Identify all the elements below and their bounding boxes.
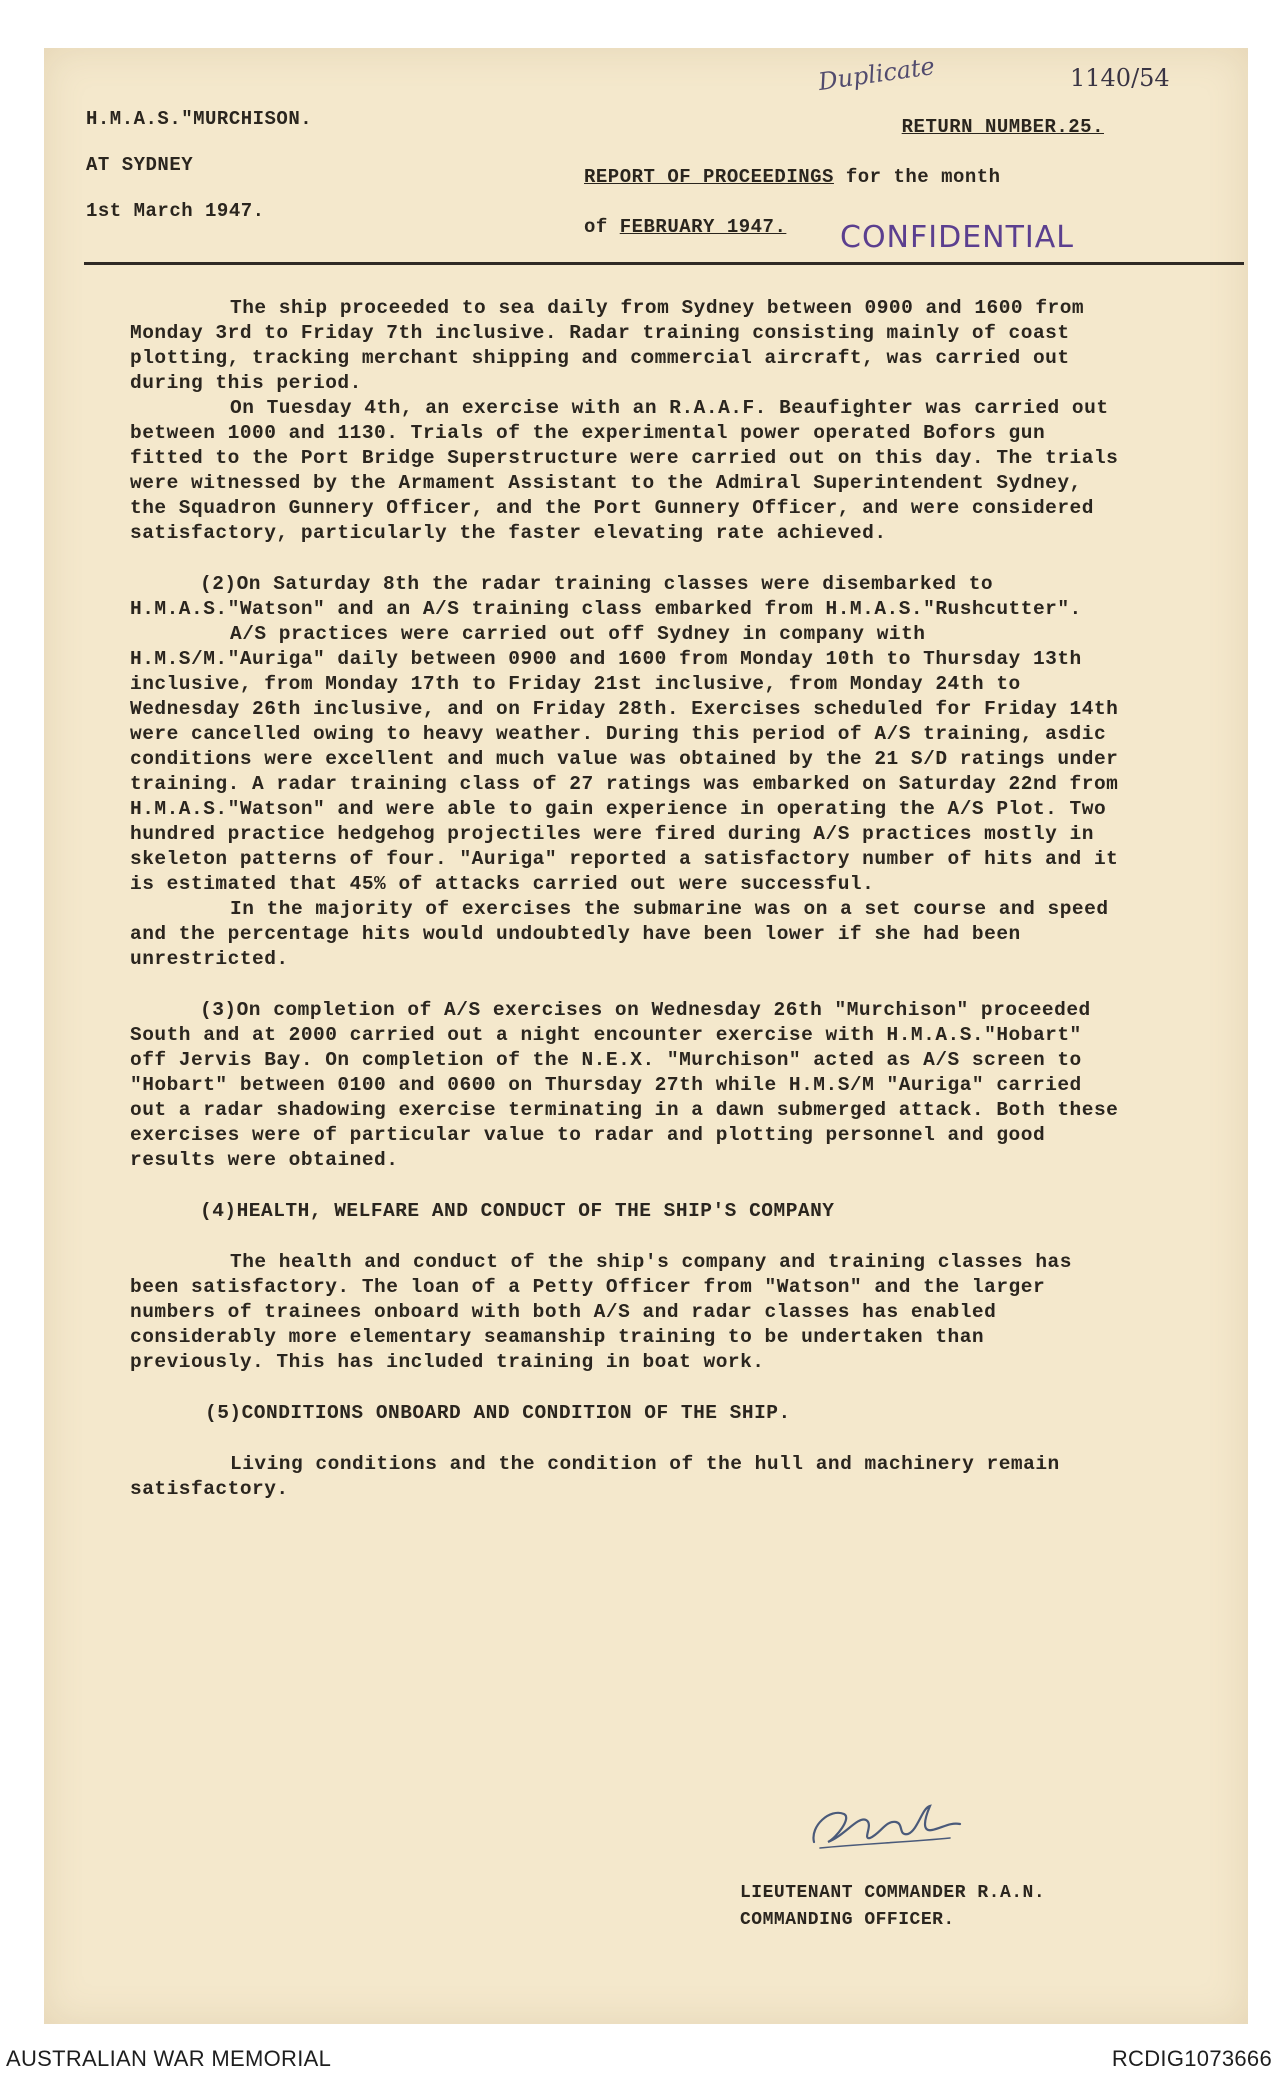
paragraph-5: In the majority of exercises the submarine was on a set course and speed and the percentage hits would undoubtedly have been lower if she had been unrestricted. <box>130 898 1109 970</box>
footer-archive: AUSTRALIAN WAR MEMORIAL <box>6 2046 332 2071</box>
handwritten-note: Duplicate <box>816 51 937 97</box>
report-title: REPORT OF PROCEEDINGS <box>584 166 834 188</box>
report-month: FEBRUARY 1947. <box>619 216 787 238</box>
report-of: of <box>584 216 620 238</box>
header-left <box>86 96 312 234</box>
paragraph-6: (3)On completion of A/S exercises on Wednesday 26th "Murchison" proceeded South and at 2000 carried out a night encounter exercise with H.M.A.S."Hobart" off Jervis Bay. On completion of the N.E.X. "Murchison" acted as A/S screen to "Hobart" between 0100 and 0600 on Thursday 27th while H.M.S/M "Auriga" carried out a radar shadowing exercise terminating in a dawn submerged attack. Both these exercises were of particular value to radar and plotting personnel and good results were obtained. <box>130 999 1119 1171</box>
return-number: RETURN NUMBER.25. <box>901 116 1104 138</box>
report-title-rest: for the month <box>833 166 1001 188</box>
paragraph-3: (2)On Saturday 8th the radar training classes were disembarked to H.M.A.S."Watson" and an A/S training class embarked from H.M.A.S."Rushcutter". <box>130 573 1082 620</box>
report-body <box>130 296 1120 1502</box>
paragraph-8: Living conditions and the condition of the hull and machinery remain satisfactory. <box>130 1453 1060 1500</box>
header-divider <box>84 262 1244 265</box>
ship-name: H.M.A.S."MURCHISON. <box>86 108 313 130</box>
signature-block <box>740 1880 1045 1934</box>
section-heading-5: (5)CONDITIONS ONBOARD AND CONDITION OF THE SHIP. <box>205 1402 791 1424</box>
paragraph-1: The ship proceeded to sea daily from Sydney between 0900 and 1600 from Monday 3rd to Friday 7th inclusive. Radar training consisting mainly of coast plotting, tracking merchant shipping and commercial aircraft, was carried out during this period. <box>130 297 1085 394</box>
paragraph-2: On Tuesday 4th, an exercise with an R.A.A.F. Beaufighter was carried out between 1000 and 1130. Trials of the experimental power operated Bofors gun fitted to the Port Bridge Superstructure were carried out on this day. The trials were witnessed by the Armament Assistant to the Admiral Superintendent Sydney, the Squadron Gunnery Officer, and the Port Gunnery Officer, and were considered satisfactory, particularly the faster elevating rate achieved. <box>130 397 1119 544</box>
paragraph-4: A/S practices were carried out off Sydney in company with H.M.S/M."Auriga" daily between 0900 and 1600 from Monday 10th to Thursday 13th inclusive, from Monday 17th to Friday 21st inclusive, from Monday 24th to Wednesday 26th inclusive, and on Friday 28th. Exercises scheduled for Friday 14th were cancelled owing to heavy weather. During this period of A/S training, asdic conditions were excellent and much value was obtained by the 21 S/D ratings under training. A radar training class of 27 ratings was embarked on Saturday 22nd from H.M.A.S."Watson" and were able to gain experience in operating the A/S Plot. Two hundred practice hedgehog projectiles were fired during A/S practices mostly in skeleton patterns of four. "Auriga" reported a satisfactory number of hits and it is estimated that 45% of attacks carried out were successful. <box>130 623 1119 895</box>
report-date: 1st March 1947. <box>86 200 265 222</box>
handwritten-reference: 1140/54 <box>1070 64 1170 92</box>
section-heading-4: (4)HEALTH, WELFARE AND CONDUCT OF THE SHIP'S COMPANY <box>200 1200 835 1222</box>
signature-rank: LIEUTENANT COMMANDER R.A.N. <box>740 1883 1046 1903</box>
signature-scribble <box>800 1786 980 1856</box>
signature-title: COMMANDING OFFICER. <box>740 1910 955 1930</box>
location: AT SYDNEY <box>86 154 194 176</box>
paragraph-7: The health and conduct of the ship's company and training classes has been satisfactory. The loan of a Petty Officer from "Watson" and the larger numbers of trainees onboard with both A/S and radar classes has enabled considerably more elementary seamanship training to be undertaken than previously. This has included training in boat work. <box>130 1251 1072 1373</box>
confidential-stamp: CONFIDENTIAL <box>840 220 1075 255</box>
footer-id: RCDIG1073666 <box>1111 2046 1272 2071</box>
report-title-line <box>584 152 1144 202</box>
